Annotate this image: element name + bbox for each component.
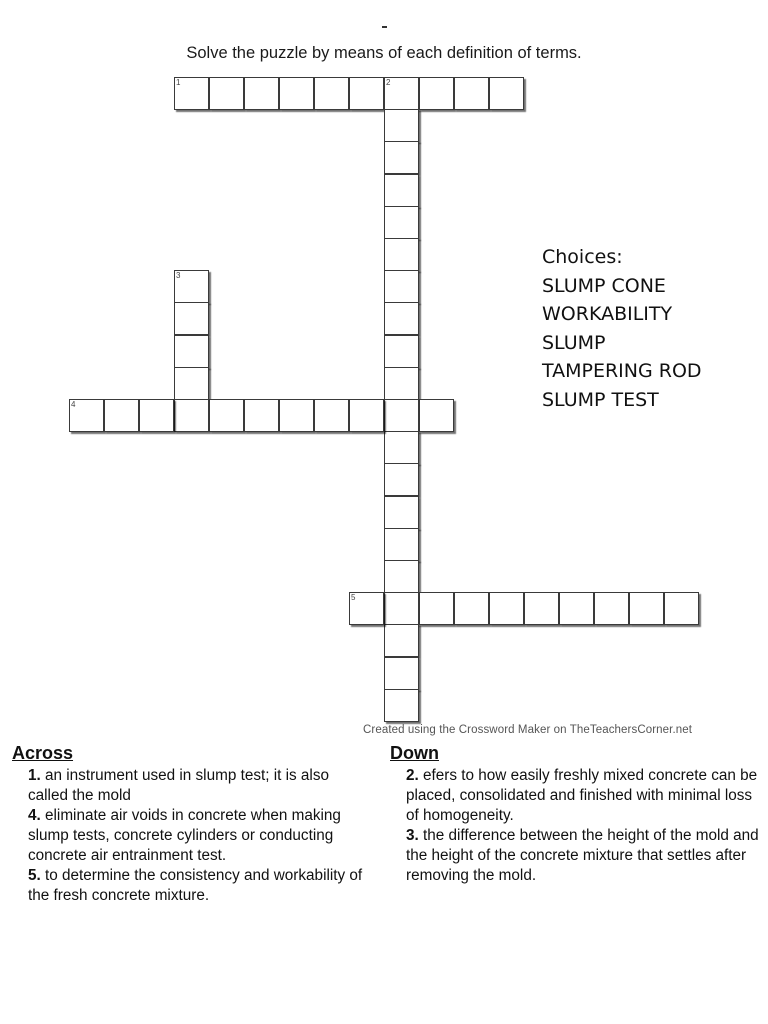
clue-text: to determine the consistency and workability of the fresh concrete mixture.: [28, 867, 363, 904]
choice-item: SLUMP TEST: [542, 388, 659, 411]
clue-number: 4.: [28, 807, 41, 824]
crossword-cell[interactable]: [384, 431, 419, 464]
crossword-cell[interactable]: [384, 238, 419, 271]
choice-item: SLUMP CONE: [542, 274, 666, 297]
crossword-cell[interactable]: [454, 77, 489, 110]
crossword-cell[interactable]: [594, 592, 629, 625]
crossword-cell[interactable]: [419, 592, 454, 625]
crossword-cell[interactable]: [174, 399, 209, 432]
across-heading: Across: [12, 743, 74, 763]
crossword-cell[interactable]: [209, 77, 244, 110]
crossword-cell[interactable]: [384, 367, 419, 400]
cell-number: 1: [176, 78, 181, 87]
crossword-cell[interactable]: [454, 592, 489, 625]
choice-item: WORKABILITY: [542, 303, 673, 325]
crossword-cell[interactable]: [349, 592, 384, 625]
crossword-cell[interactable]: [279, 399, 314, 432]
crossword-cell[interactable]: [384, 335, 419, 368]
down-heading: Down: [390, 743, 439, 763]
clue-down-3: [406, 826, 762, 886]
clue-text: efers to how easily freshly mixed concrete can be placed, consolidated and finished with minimal loss of homogeneity.: [406, 767, 758, 824]
crossword-cell[interactable]: [559, 592, 594, 625]
crossword-cell[interactable]: [384, 689, 419, 722]
crossword-cell[interactable]: [384, 624, 419, 657]
clue-across-4: [28, 806, 372, 866]
instructions: Solve the puzzle by means of each definition of terms.: [186, 44, 582, 62]
crossword-cell[interactable]: [384, 463, 419, 496]
crossword-cell[interactable]: [314, 399, 349, 432]
crossword-cell[interactable]: [384, 141, 419, 174]
clue-number: 3.: [406, 827, 419, 844]
crossword-cell[interactable]: [349, 399, 384, 432]
crossword-cell[interactable]: [384, 560, 419, 593]
cell-number: 5: [351, 593, 356, 603]
crossword-cell[interactable]: [174, 270, 209, 303]
crossword-cell[interactable]: [384, 206, 419, 239]
crossword-cell[interactable]: [384, 302, 419, 335]
clue-text: the difference between the height of the mold and the height of the concrete mixture that settles after removing the mold.: [406, 827, 759, 884]
clue-text: eliminate air voids in concrete when making slump tests, concrete cylinders or conducting concrete air entrainment test.: [28, 807, 341, 864]
crossword-cell[interactable]: [104, 399, 139, 432]
cell-number: 4: [71, 400, 76, 409]
crossword-cell[interactable]: [489, 592, 524, 625]
clue-across-1: [28, 766, 372, 806]
choice-item: SLUMP: [542, 331, 606, 354]
across-clues: [12, 742, 372, 906]
down-clues: [390, 742, 762, 886]
crossword-cell[interactable]: [384, 592, 419, 625]
crossword-cell[interactable]: [174, 302, 209, 335]
clue-across-5: [28, 866, 372, 906]
crossword-cell[interactable]: [384, 109, 419, 142]
clue-number: 5.: [28, 867, 41, 884]
crossword-cell[interactable]: [314, 77, 349, 110]
clue-number: 1.: [28, 767, 41, 784]
crossword-cell[interactable]: [384, 399, 419, 432]
cell-number: 3: [176, 271, 181, 281]
clue-down-2: [406, 766, 762, 826]
crossword-cell[interactable]: [384, 270, 419, 303]
crossword-cell[interactable]: [139, 399, 174, 432]
crossword-cell[interactable]: [174, 335, 209, 368]
crossword-cell[interactable]: [384, 528, 419, 561]
crossword-cell[interactable]: [244, 399, 279, 432]
crossword-cell[interactable]: [524, 592, 559, 625]
crossword-cell[interactable]: [244, 77, 279, 110]
choices-box: [542, 243, 702, 414]
cell-number: 2: [386, 78, 391, 87]
crossword-cell[interactable]: [384, 77, 419, 110]
clue-text: an instrument used in slump test; it is also called the mold: [28, 767, 329, 804]
crossword-cell[interactable]: [279, 77, 314, 110]
choices-title: Choices:: [542, 246, 623, 268]
crossword-cell[interactable]: [664, 592, 699, 625]
crossword-cell[interactable]: [174, 367, 209, 400]
crossword-cell[interactable]: [209, 399, 244, 432]
crossword-cell[interactable]: [384, 174, 419, 207]
crossword-cell[interactable]: [419, 399, 454, 432]
crossword-cell[interactable]: [419, 77, 454, 110]
crossword-cell[interactable]: [174, 77, 209, 110]
crossword-cell[interactable]: [489, 77, 524, 110]
crossword-cell[interactable]: [384, 496, 419, 529]
crossword-cell[interactable]: [384, 657, 419, 690]
crossword-cell[interactable]: [629, 592, 664, 625]
clue-number: 2.: [406, 767, 419, 784]
crossword-cell[interactable]: [349, 77, 384, 110]
credit-line: Created using the Crossword Maker on TheTeachersCorner.net: [363, 724, 693, 736]
choice-item: TAMPERING ROD: [542, 360, 702, 382]
crossword-cell[interactable]: [69, 399, 104, 432]
